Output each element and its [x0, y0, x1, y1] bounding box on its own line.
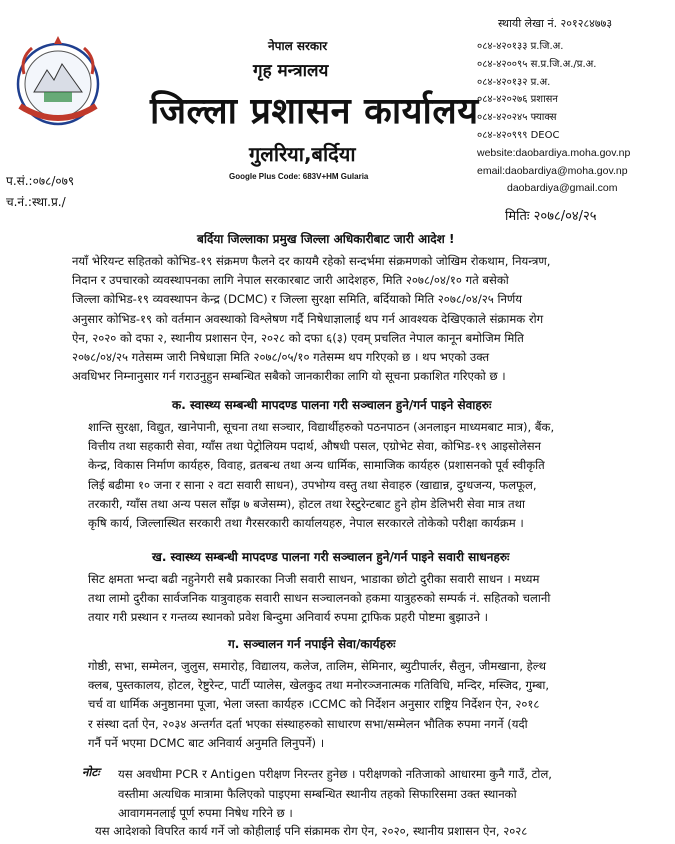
- text-line: कृषि कार्य, जिल्लास्थित सरकारी तथा गैरसरकारी कार्यालयहरु, नेपाल सरकारले तोकेको परीक्षा कार्यक्रम ।: [88, 516, 524, 531]
- text-line: र संस्था दर्ता ऐन, २०३४ अन्तर्गत दर्ता भएका संस्थाहरुको साधारण सभा/सम्मेलन भौतिक रुपमा नगर्ने (यदी: [88, 716, 528, 731]
- section-b-heading: ख. स्वास्थ्य सम्बन्धी मापदण्ड पालना गरी सञ्चालन हुने/गर्न पाइने सवारी साधनहरुः: [152, 550, 510, 564]
- registration-number: स्थायी लेखा नं. २०१२८४७७३: [498, 17, 613, 30]
- reference-number: प.सं.:०७८/०७९: [6, 174, 75, 188]
- text-line: गर्नै पर्ने भएमा DCMC बाट अनिवार्य अनुमति लिनुपर्ने) ।: [88, 735, 325, 750]
- text-line: सिट क्षमता भन्दा बढी नहुनेगरी सबै प्रकारका निजी सवारी साधन, भाडाका छोटो दुरीका सवारी साधन । मध्यम: [88, 572, 540, 586]
- text-line: तयार गरी प्रस्थान र गन्तव्य स्थानको प्रवेश बिन्दुमा अनिवार्य रुपमा ट्राफिक प्रहरी पोष्टमा बुझाउने ।: [88, 610, 489, 625]
- contact-phone: ०८४-४२०२७६ प्रशासन: [477, 94, 558, 106]
- email-link-secondary[interactable]: daobardiya@gmail.com: [507, 182, 618, 195]
- government-label: नेपाल सरकार: [268, 39, 328, 53]
- email-link[interactable]: email:daobardiya@moha.gov.np: [477, 164, 628, 177]
- contact-fax: ०८४-४२०२४५ फ्याक्स: [477, 112, 557, 124]
- text-line: जिल्ला कोभिड-१९ व्यवस्थापन केन्द्र (DCMC) र जिल्ला सुरक्षा समिति, बर्दियाको मिति २०७८/०४/२५ निर्णय: [72, 292, 523, 307]
- text-line: केन्द्र, विकास निर्माण कार्यहरु, विवाह, व्रतबन्ध तथा अन्य धार्मिक, सामाजिक कार्यहरु (प्रशासनको पूर्व स्वीकृति: [88, 458, 545, 473]
- text-line: तथा लामो दुरीका सार्वजनिक यात्रुवाहक सवारी साधन सञ्चालनको हकमा यात्रुहरुको सम्पर्क नं. सहितको चलानी: [88, 591, 551, 606]
- contact-phone: ०८४-४२००९५ स.प्र.जि.अ./प्र.अ.: [477, 58, 597, 70]
- contact-deoc: ०८४-४२०९९९ DEOC: [477, 129, 560, 141]
- document-date: मितिः २०७८/०४/२५: [505, 209, 597, 224]
- text-line: वित्तीय तथा सहकारी सेवा, ग्याँस तथा पेट्रोलियम पदार्थ, औषधी पसल, एग्रोभेट सेवा, कोभिड-१९ आइसोलेसन: [88, 439, 541, 454]
- closing-line: यस आदेशको विपरित कार्य गर्ने जो कोहीलाई पनि संक्रामक रोग ऐन, २०२०, स्थानीय प्रशासन ऐन, २०२८: [95, 824, 528, 838]
- intro-paragraph: [72, 252, 652, 386]
- ministry-label: गृह मन्त्रालय: [253, 61, 329, 81]
- text-line: २०७८/०४/२५ गतेसम्म जारी निषेधाज्ञा मिति २०७८/०५/१० गतेसम्म थप गरिएको छ । थप भएको उक्त: [72, 350, 490, 365]
- website-link[interactable]: website:daobardiya.moha.gov.np: [477, 146, 631, 159]
- text-line: चर्च वा धार्मिक अनुष्ठानमा पूजा, भेला जस्ता कार्यहरु ।CCMC को निर्देशन अनुसार राष्ट्रिय निर्देशन ऐन, २०१८: [88, 697, 540, 712]
- contact-phone: ०८४-४२०१३२ प्र.अ.: [477, 76, 551, 88]
- note-body: [118, 765, 652, 824]
- note-label: नोटः: [82, 765, 100, 779]
- text-line: क्लब, पुस्तकालय, होटल, रेष्टुरेन्ट, पार्टी प्यालेस, खेलकुद तथा मनोरञ्जनात्मक गतिविधि, मन्दिर, मस्जिद, गुम्बा,: [88, 678, 550, 693]
- text-line: यस अवधीमा PCR र Antigen परीक्षण निरन्तर हुनेछ । परीक्षणको नतिजाको आधारमा कुनै गाउँ, टोल,: [118, 767, 552, 781]
- text-line: लिई बढीमा १० जना र साना २ वटा सवारी साधन), उपभोग्य वस्तु तथा सेवाहरु (खाद्यान्न, दुग्धजन्य, फलफूल,: [88, 477, 537, 492]
- office-location: गुलरिया,बर्दिया: [249, 142, 356, 166]
- document-title: बर्दिया जिल्लाका प्रमुख जिल्ला अधिकारीबाट जारी आदेश !: [197, 232, 455, 246]
- text-line: नयाँ भेरियन्ट सहितको कोभिड-१९ संक्रमण फैलने दर कायमै रहेको सन्दर्भमा संक्रमणको जोखिम रोकथाम, नियन्त्रण,: [72, 254, 551, 268]
- nepal-emblem-icon: [14, 34, 102, 132]
- text-line: अनुसार कोभिड-१९ को वर्तमान अवस्थाको विश्लेषण गर्दै निषेधाज्ञालाई थप गर्न आवश्यक देखिएकाले संक्रामक रोग: [72, 311, 544, 326]
- text-line: गोष्ठी, सभा, सम्मेलन, जुलुस, समारोह, विद्यालय, कलेज, तालिम, सेमिनार, ब्युटीपार्लर, सैलुन, जीमखाना, हेल्थ: [88, 659, 546, 673]
- text-line: आवागमनलाई पूर्ण रुपमा निषेध गरिने छ ।: [118, 806, 293, 821]
- contact-list: [477, 38, 630, 198]
- section-c-body: [88, 657, 652, 753]
- text-line: वस्तीमा अत्यधिक मात्रामा फैलिएको पाइएमा सम्बन्धित स्थानीय तहको सिफारिसमा उक्त स्थानको: [118, 786, 517, 801]
- text-line: अवधिभर निम्नानुसार गर्न गराउनुहुन सम्बन्धित सबैको जानकारीका लागि यो सूचना प्रकाशित गरिएको छ ।: [72, 369, 506, 384]
- section-a-body: [88, 418, 652, 533]
- google-plus-code: Google Plus Code: 683V+HM Gularia: [229, 172, 369, 181]
- office-title: जिल्ला प्रशासन कार्यालय: [150, 91, 479, 132]
- text-line: निदान र उपचारको व्यवस्थापनका लागि नेपाल सरकारबाट जारी आदेशहरु, मिति २०७८/०४/१० गते बसेको: [72, 273, 509, 288]
- section-c-heading: ग. सञ्चालन गर्न नपाईने सेवा/कार्यहरुः: [228, 637, 396, 651]
- dispatch-number: च.नं.:स्था.प्र./: [6, 195, 66, 209]
- section-a-heading: क. स्वास्थ्य सम्बन्धी मापदण्ड पालना गरी सञ्चालन हुने/गर्न पाइने सेवाहरुः: [172, 398, 492, 412]
- contact-phone: ०८४-४२०१३३ प्र.जि.अ.: [477, 41, 564, 52]
- section-b-body: [88, 570, 652, 628]
- text-line: शान्ति सुरक्षा, विद्युत, खानेपानी, सूचना तथा सञ्चार, विद्यार्थीहरुको पठनपाठन (अनलाइन माध्यमबाट मात्र), बैंक,: [88, 420, 555, 434]
- text-line: ऐन, २०२० को दफा २, स्थानीय प्रशासन ऐन, २०२८ को दफा ६(३) एवम् प्रचलित नेपाल कानून बमोजिम मिति: [72, 330, 524, 345]
- text-line: तरकारी, ग्याँस तथा अन्य पसल साँझ ७ बजेसम्म), होटल तथा रेस्टुरेन्टबाट हुने होम डेलिभरी सेवा मात्र तथा: [88, 496, 526, 511]
